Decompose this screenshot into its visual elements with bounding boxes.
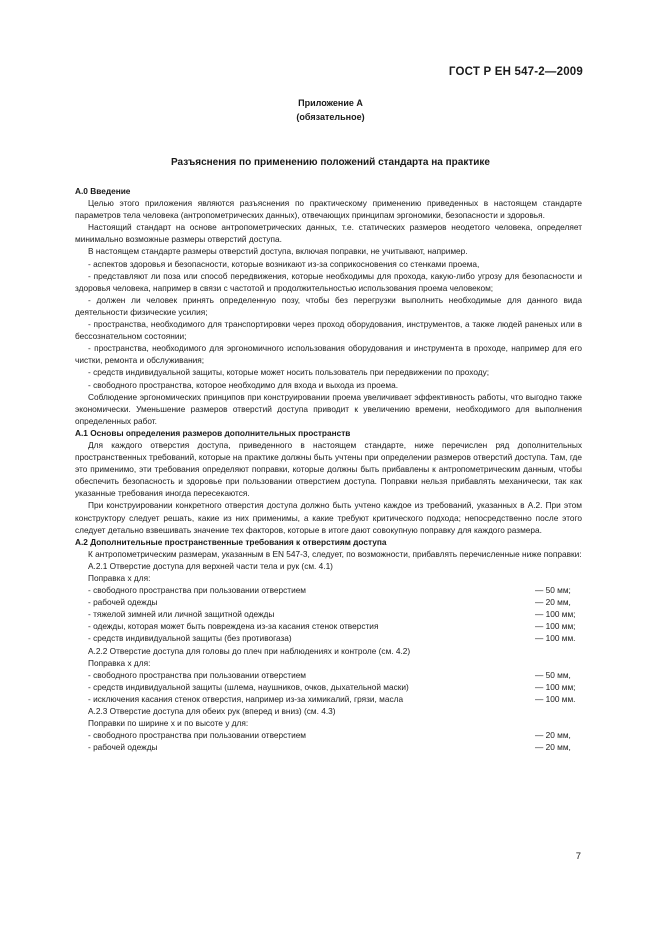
allowance-value: — 20 мм, <box>535 730 571 741</box>
allowance-value: — 100 мм; <box>535 609 576 620</box>
allowance-label: - свободного пространства при пользовании отверстием <box>88 585 307 596</box>
paragraph: При конструировании конкретного отверстия доступа должно быть учтено каждое из требований, указанных в А.2. При этом конструктору следует решать, какие из них применимы, а какие требуют критического подхода; непосредственно после этого следует детально взвешивать значение тех факторов, которые в итоге дают совокупную поправку для каждого размера. <box>75 500 582 535</box>
allowance-label: - свободного пространства при пользовании отверстием <box>88 669 307 680</box>
allowance-label: - средств индивидуальной защиты (без противогаза) <box>88 633 292 644</box>
document-code: ГОСТ Р ЕН 547-2—2009 <box>448 66 583 78</box>
list-item <box>75 596 582 608</box>
list-item <box>75 729 582 741</box>
subsection-heading-a23: А.2.3 Отверстие доступа для обеих рук (вперед и вниз) (см. 4.3) <box>88 706 336 717</box>
list-item <box>75 584 582 596</box>
section-heading-a0: А.0 Введение <box>75 186 131 196</box>
allowance-value: — 100 мм. <box>535 633 576 644</box>
list-item <box>75 669 582 681</box>
paragraph: Настоящий стандарт на основе антропометрических данных, т.е. статических размеров неодетого человека, определяет минимально возможные размеры отверстий доступа. <box>75 222 582 245</box>
list-item <box>75 693 582 705</box>
allowance-label: - средств индивидуальной защиты (шлема, наушников, очков, дыхательной маски) <box>88 681 409 692</box>
subsection-heading-a22: А.2.2 Отверстие доступа для головы до плеч при наблюдениях и контроле (см. 4.2) <box>88 645 411 656</box>
paragraph: К антропометрическим размерам, указанным в ЕN 547-3, следует, по возможности, прибавлять перечисленные ниже поправки: <box>88 548 582 559</box>
list-item <box>75 681 582 693</box>
allowance-label: - тяжелой зимней или личной защитной одежды <box>88 609 275 620</box>
paragraph: Соблюдение эргономических принципов при конструировании проема увеличивает эффективность работы, что выгодно также экономически. Уменьшение размеров отверстий доступа приводит к увеличению времени, необходимого для выполнения определенных работ. <box>75 391 582 426</box>
allowance-list-a22 <box>75 669 582 705</box>
list-item: - должен ли человек принять определенную позу, чтобы без перегрузки выполнить необходимые для данного вида деятельности физические усилия; <box>75 294 582 317</box>
list-item <box>75 608 582 620</box>
page-number: 7 <box>575 851 581 862</box>
allowance-label: - рабочей одежды <box>88 742 158 753</box>
allowance-label: - исключения касания стенок отверстия, например из-за химикалий, грязи, масла <box>88 693 404 704</box>
allowance-value: — 100 мм; <box>535 621 576 632</box>
allowance-value: — 50 мм; <box>535 585 571 596</box>
list-item <box>75 741 582 753</box>
allowance-label: - свободного пространства при пользовании отверстием <box>88 730 307 741</box>
annex-status: (обязательное) <box>296 112 365 122</box>
annex-body <box>75 185 582 753</box>
allowance-label: - рабочей одежды <box>88 597 158 608</box>
paragraph: В настоящем стандарте размеры отверстий доступа, включая поправки, не учитывают, например. <box>88 246 468 257</box>
allowance-value: — 20 мм, <box>535 597 571 608</box>
subsection-intro: Поправка x для: <box>88 657 151 668</box>
list-item: - пространства, необходимого для транспортировки через проход оборудования, инструментов, а также людей раненых или в бессознательном состоянии; <box>75 319 582 342</box>
annex-heading <box>0 96 661 124</box>
allowance-value: — 100 мм. <box>535 693 576 704</box>
list-item <box>75 632 582 644</box>
allowance-label: - одежды, которая может быть повреждена из-за касания стенок отверстия <box>88 621 379 632</box>
list-item: - пространства, необходимого для эргономичного использования оборудования и инструмента в проходе, например для его чистки, ремонта и обслуживания; <box>75 343 582 366</box>
allowance-value: — 100 мм; <box>535 681 576 692</box>
list-item: - аспектов здоровья и безопасности, которые возникают из-за соприкосновения со стенками проема, <box>88 258 480 269</box>
section-heading-a1: А.1 Основы определения размеров дополнительных пространств <box>75 427 351 438</box>
subsection-heading-a21: А.2.1 Отверстие доступа для верхней части тела и рук (см. 4.1) <box>88 560 333 571</box>
annex-label: Приложение А <box>298 98 363 108</box>
allowance-value: — 50 мм, <box>535 669 571 680</box>
subsection-intro: Поправки по ширине x и по высоте y для: <box>88 718 249 729</box>
allowance-value: — 20 мм, <box>535 742 571 753</box>
paragraph: Для каждого отверстия доступа, приведенного в настоящем стандарте, ниже перечислен ряд дополнительных пространственных требований, которые на практике должны быть учтены при определении размеров отверстий доступа. Там, где это применимо, эти требования определяют поправки, которые должны быть прибавлены к антропометрическим данным, чтобы обеспечить безопасность и здоровье при пользовании отверстием доступа. Поправки нельзя прибавлять механически, так как указанные требования иногда пересекаются. <box>75 439 582 499</box>
section-heading-a2: А.2 Дополнительные пространственные требования к отверстиям доступа <box>75 536 387 547</box>
list-item: - представляют ли поза или способ передвижения, которые необходимы для прохода, какую-либо угрозу для безопасности и здоровья человека, например в связи с частотой и продолжительностью использования проема человеком; <box>75 270 582 293</box>
paragraph: Целью этого приложения являются разъяснения по практическому применению приведенных в настоящем стандарте параметров тела человека (антропометрических данных), отвечающих принципам эргономики, безопасности и здоровья. <box>75 198 582 221</box>
annex-title: Разъяснения по применению положений стандарта на практике <box>171 157 490 168</box>
subsection-intro: Поправка x для: <box>88 573 151 583</box>
list-item: - свободного пространства, которое необходимо для входа и выхода из проема. <box>88 379 398 390</box>
allowance-list-a21 <box>75 584 582 644</box>
list-item <box>75 620 582 632</box>
list-item: - средств индивидуальной защиты, которые может носить пользователь при передвижении по проходу; <box>88 367 490 378</box>
allowance-list-a23 <box>75 729 582 753</box>
